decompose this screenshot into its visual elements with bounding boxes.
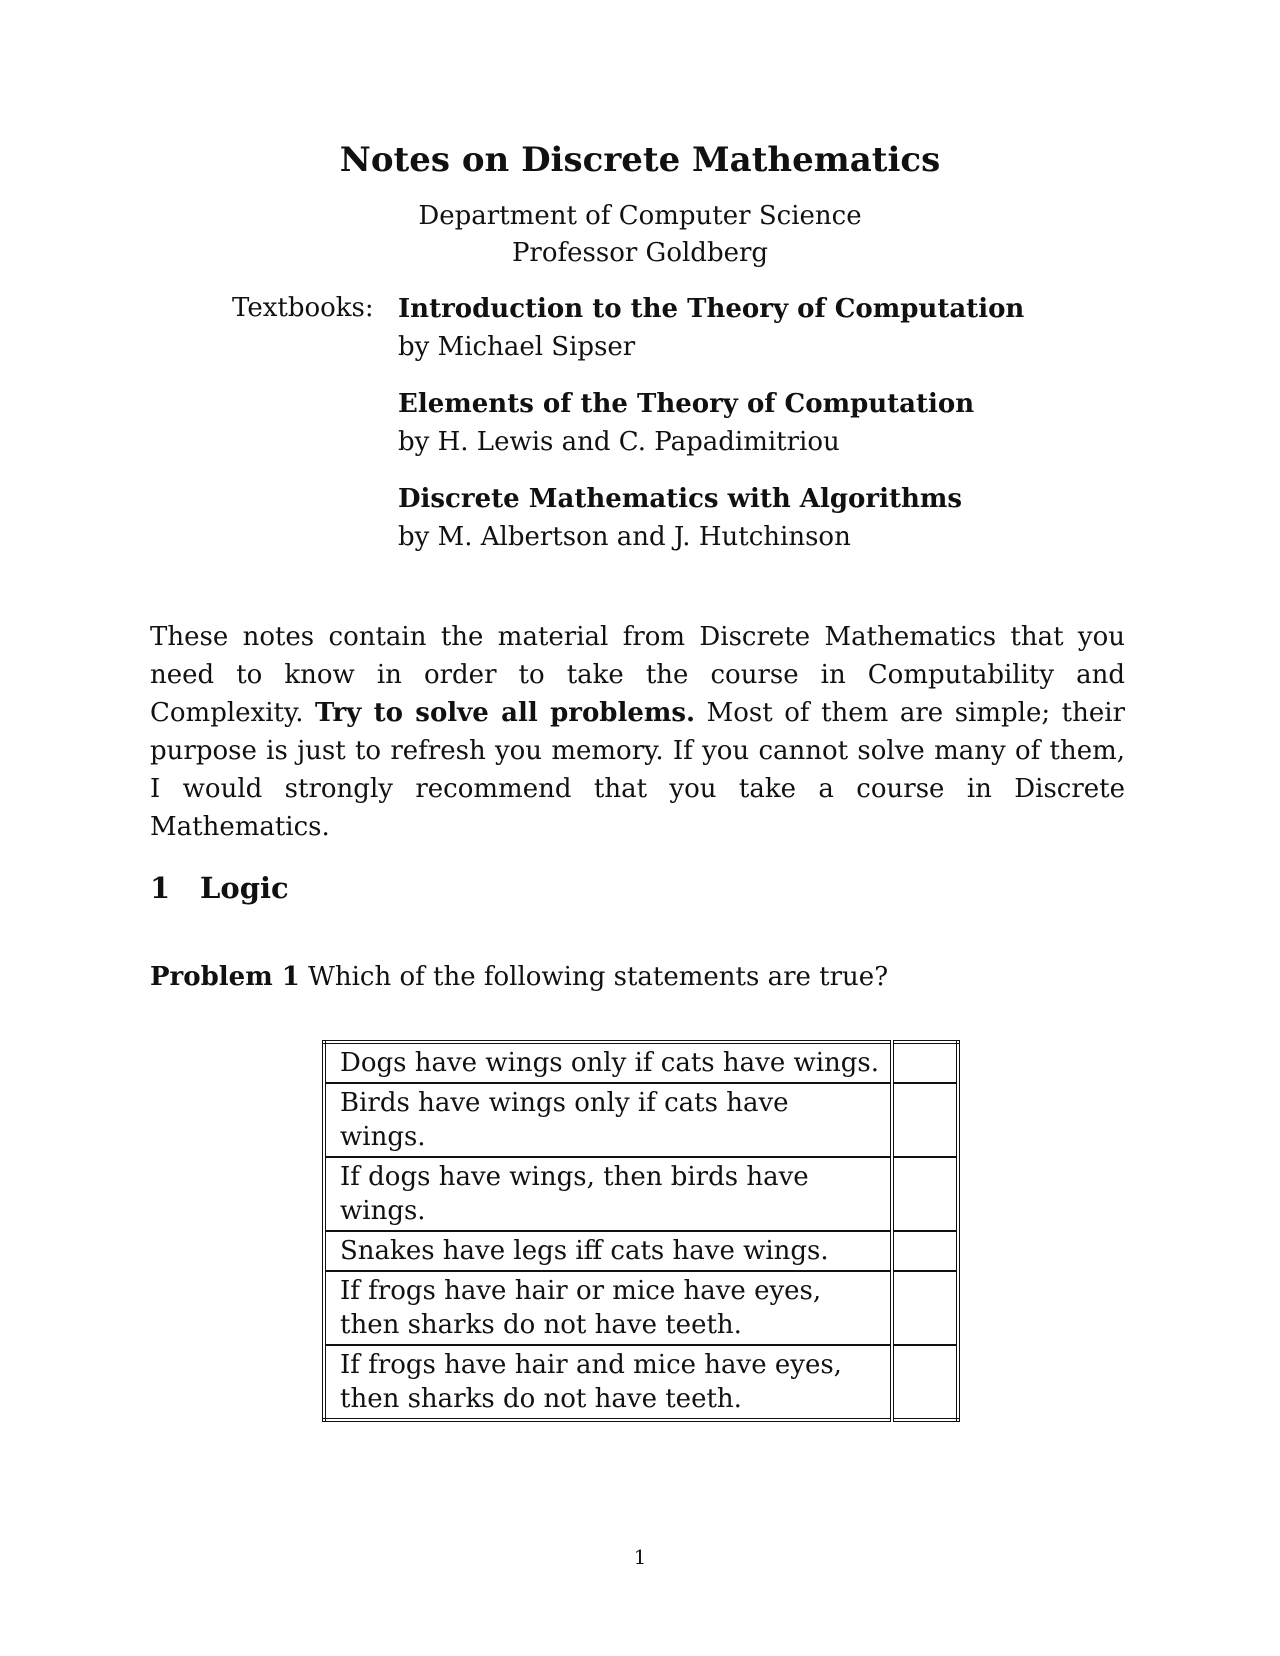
intro-emphasis: Try to solve all problems.	[315, 698, 696, 728]
statement-text-continued: then sharks do not have teeth.	[340, 1310, 742, 1340]
answer-cell	[892, 1083, 958, 1157]
table-row	[324, 1345, 958, 1420]
statement-cell	[324, 1231, 892, 1271]
textbook-entry	[398, 480, 962, 556]
document-title: Notes on Discrete Mathematics	[339, 140, 941, 180]
section-heading	[150, 870, 289, 906]
intro-paragraph	[150, 618, 1125, 846]
statement-text: Snakes have legs iff cats have wings.	[340, 1236, 829, 1266]
professor-line: Professor Goldberg	[511, 238, 769, 268]
intro-text-2: Most of them are simple; their purpose is just to refresh you memory. If you cannot solve many of them, I would strongly recommend that you take a course in Discrete Mathematics.	[150, 698, 1125, 842]
page-number: 1	[633, 1545, 647, 1569]
statement-cell	[324, 1345, 892, 1420]
problem-statement	[150, 960, 888, 994]
table-row	[324, 1271, 958, 1345]
statement-text: Birds have wings only if cats have wings.	[340, 1088, 789, 1152]
table-row	[324, 1083, 958, 1157]
intro-text-1: These notes contain the material from Discrete Mathematics that you need to know in order to take the course in Computability and Complexity.	[150, 622, 1125, 728]
textbook-author: by H. Lewis and C. Papadimitriou	[398, 427, 840, 457]
textbooks-label: Textbooks:	[232, 293, 374, 323]
statements-table-wrapper	[322, 1040, 960, 1422]
textbook-title: Discrete Mathematics with Algorithms	[398, 484, 963, 514]
statement-text: If dogs have wings, then birds have wings.	[340, 1162, 809, 1226]
answer-cell	[892, 1157, 958, 1231]
statement-text: If frogs have hair and mice have eyes,	[340, 1350, 842, 1380]
problem-label: Problem 1	[150, 962, 300, 992]
textbook-author: by M. Albertson and J. Hutchinson	[398, 522, 851, 552]
answer-cell	[892, 1345, 958, 1420]
textbook-title: Introduction to the Theory of Computation	[398, 294, 1025, 324]
table-row	[324, 1042, 958, 1083]
textbook-author: by Michael Sipser	[398, 332, 636, 362]
answer-cell	[892, 1231, 958, 1271]
textbook-title: Elements of the Theory of Computation	[398, 389, 975, 419]
table-row	[324, 1157, 958, 1231]
statement-cell	[324, 1271, 892, 1345]
answer-cell	[892, 1271, 958, 1345]
statement-text: If frogs have hair or mice have eyes,	[340, 1276, 822, 1306]
textbook-entry	[398, 385, 974, 461]
statement-cell	[324, 1042, 892, 1083]
answer-cell	[892, 1042, 958, 1083]
table-row	[324, 1231, 958, 1271]
statement-text: Dogs have wings only if cats have wings.	[340, 1048, 880, 1078]
textbook-entry	[398, 290, 1024, 366]
section-number: 1	[150, 871, 171, 905]
section-title: Logic	[200, 871, 289, 905]
statement-cell	[324, 1083, 892, 1157]
statement-cell	[324, 1157, 892, 1231]
statement-text-continued: then sharks do not have teeth.	[340, 1384, 742, 1414]
statements-table	[322, 1040, 960, 1422]
problem-text: Which of the following statements are true?	[308, 962, 889, 992]
department-line: Department of Computer Science	[418, 201, 862, 231]
